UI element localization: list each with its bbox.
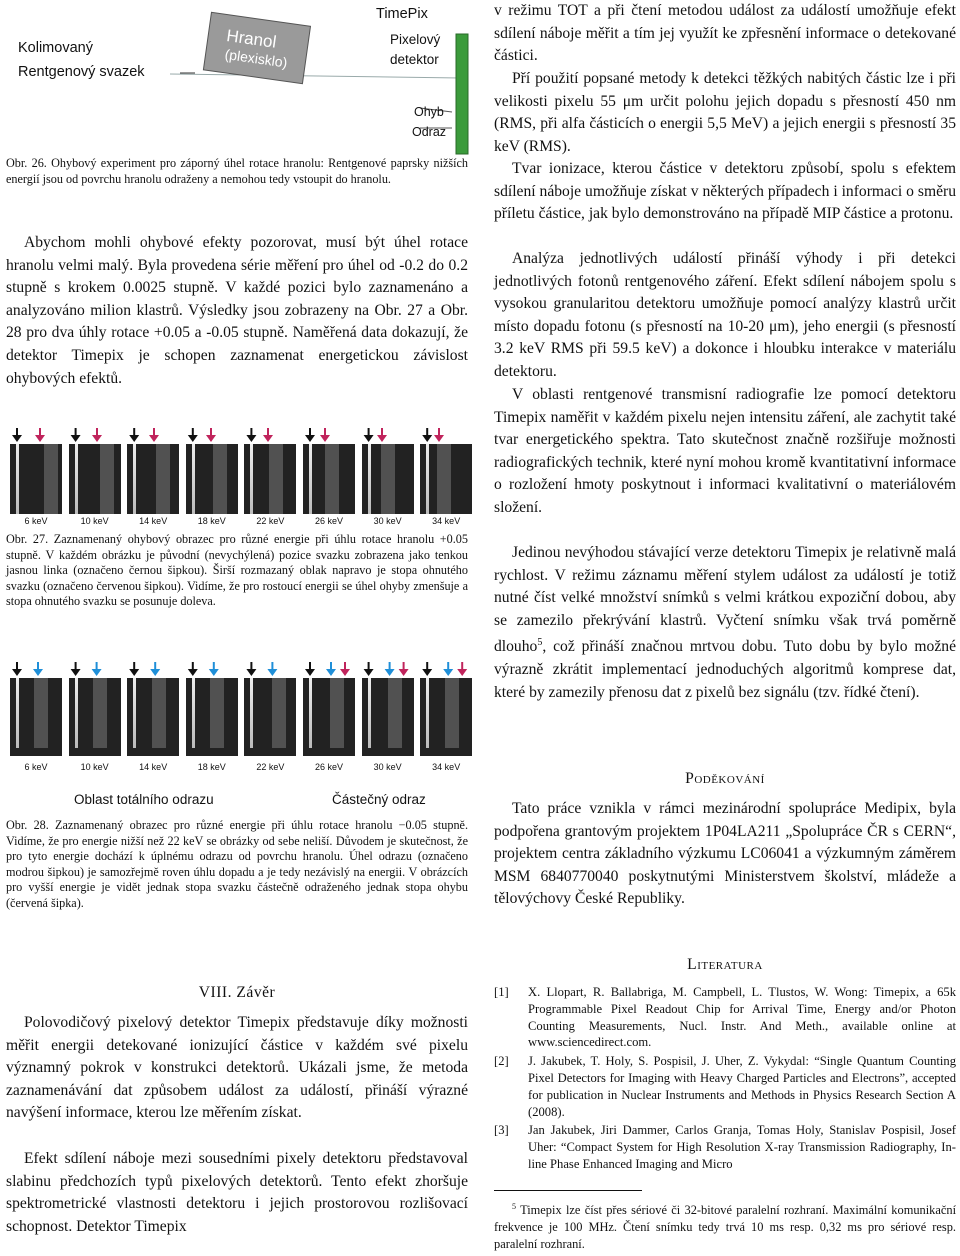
detector-image-panel [69,444,121,514]
label-detector-title: TimePix [376,6,428,22]
diffraction-haze [381,444,395,514]
label-source-line1: Kolimovaný [18,40,93,56]
detector-image-panel [420,678,472,756]
beam-line [192,444,195,514]
red-arrow [149,428,159,442]
acknowledgement-title: Poděkování [685,770,765,787]
figure-27-arrows [10,426,468,444]
right-paragraph-1: v režimu TOT a při čtení metodou událost za událostí umožňuje efekt sdílení náboje měřit a tím jej využít ke zpřesnění informace o detekované částici. [494,2,956,65]
diffraction-haze [156,444,170,514]
blue-arrow [267,662,277,676]
figure-27-caption: Obr. 27. Zaznamenaný ohybový obrazec pro různé energie při úhlu rotace hranolu +0.05 stupně. V každém obrázku je původní (nevychýlená) pozice svazku zobrazena jako tenkou jasnou linka (označeno černou šipkou). Širší rozmazaný oblak napravo je stopa ohnutého svazku (označeno červenou šipkou). Vidíme, že pro rostoucí energii se úhel ohyby zmenšuje a stopa ohnutého svazku se posunuje doleva. [6,532,468,609]
red-arrow [35,428,45,442]
black-arrow [129,428,139,442]
reference-item [494,1053,956,1120]
reference-number: [1] [494,985,509,999]
energy-label: 22 keV [256,516,285,526]
black-arrow [422,428,432,442]
figure-27 [10,426,468,526]
label-detector-line2: detektor [390,52,439,67]
reference-item [494,1122,956,1172]
energy-label: 30 keV [373,516,402,526]
right-paragraph-2: Pří použití popsané metody k detekci těžkých nabitých částic lze i při velikosti pixelu 55 μm určit polohu jejich dopadu s přesností 450 nm (RMS, při alfa částicích o energii 5,5 MeV) a jejich energii s přesností 35 keV (RMS). [494,70,956,155]
beam-line [75,444,78,514]
reference-number: [3] [494,1123,509,1138]
black-arrow [12,662,22,676]
figure-26-diagram [0,0,470,156]
beam-line [309,444,312,514]
red-arrow [206,428,216,442]
diffraction-haze [100,444,114,514]
detector-image-panel [186,678,238,756]
detector-image-panel [69,678,121,756]
label-crystal-line2: (plexisklo) [223,46,289,71]
diffraction-haze [93,678,107,748]
reference-item [494,984,956,1051]
region-partial-label: Částečný odraz [332,792,426,807]
footnote-number: 5 [512,1202,516,1211]
reference-text: Jan Jakubek, Jiri Dammer, Carlos Granja, Tomas Holy, Stanislav Pospisil, Josef Uher: “Compact System for High Resolution X-ray Transmission Radiography, In-line Phase Enhanced Imaging and Micro [528,1123,956,1171]
footnote-rule [494,1190,642,1191]
detector-image-panel [127,678,179,756]
red-arrow [340,662,350,676]
diffraction-haze [445,678,459,748]
reference-list [494,984,956,1175]
label-reflection: Odraz [412,125,447,139]
reference-number: [2] [494,1054,509,1069]
detector-image-panel [10,678,62,756]
beam-line [16,678,19,748]
left-paragraph-1: Abychom mohli ohybové efekty pozorovat, musí být úhel rotace hranolu velmi malý. Byla provedena série měření pro úhel od -0.2 do 0.2 stupně s krokem 0.0025 stupně. V každé pozici bylo zaznamenáno a analyzováno milion klastrů. Výsledky jsou zobrazeny na Obr. 27 a Obr. 28 pro dva úhly rotace +0.05 a -0.05 stupně. Naměřená data dokazují, že detektor Timepix je schopen zaznamenat energetickou závislost ohybových efektů. [6,234,468,387]
acknowledgement-text: Tato práce vznikla v rámci mezinárodní spolupráce Medipix, byla podpořena grantovým projektem 1P04LA211 „Spolupráce ČR s CERN“, projektem centra základního výzkumu LC06041 a výzkumným záměrem MSM 6840770040 poskytnutými Ministerstvem školství, mládeže a tělovýchovy České Republiky. [494,800,956,908]
section-8-title: VIII. Závěr [198,984,276,1001]
energy-label: 10 keV [80,762,109,772]
beam-line [250,678,253,748]
energy-label: 6 keV [24,516,48,526]
energy-label: 18 keV [197,762,226,772]
beam-line [426,678,429,748]
figure-28-arrows [10,660,468,678]
energy-label: 18 keV [197,516,226,526]
energy-label: 26 keV [314,762,344,772]
right-paragraph-6-part1: Jedinou nevýhodou stávající verze detektoru Timepix je relativně malá rychlost. V režimu záznamu měření stylem událost za událostí je totiž nutné číst velké množství snímků s velmi krátkou expoziční dobou, aby se zamezilo překrývání klastrů. Vyčtení snímku však trvá poměrně dlouho [494,544,956,656]
beam-line [75,678,78,748]
conclusion-paragraph-2: Efekt sdílení náboje mezi sousedními pixely detektoru představoval slabinu předchozích typů pixelových detektorů. Tento efekt zhoršuje spektrometrické vlastnosti detektoru i jejich prostorovou rozlišovací schopnost. Detektor Timepix [6,1150,468,1235]
black-arrow [12,428,22,442]
diffraction-haze [213,444,227,514]
blue-arrow [92,662,102,676]
energy-label: 34 keV [432,762,461,772]
black-arrow [305,662,315,676]
energy-label: 30 keV [373,762,402,772]
energy-label: 14 keV [139,516,168,526]
beam-line [368,678,371,748]
beam-line [426,444,429,514]
beam-line [133,678,136,748]
black-arrow [71,428,81,442]
detector-image-panel [362,444,414,514]
reference-text: J. Jakubek, T. Holy, S. Pospisil, J. Uher, Z. Vykydal: “Single Quantum Counting Pixel Detectors for Imaging with Heavy Charged Particles and Electrons”, accepted for publication in Nuclear Instruments and Methods in Physics Research Section A (2008). [528,1054,956,1119]
red-arrow [320,428,330,442]
black-arrow [188,428,198,442]
beam-line [250,444,253,514]
beam-line [16,444,19,514]
beam-line [133,444,136,514]
black-arrow [188,662,198,676]
detector-image-panel [10,444,62,514]
red-arrow [434,428,444,442]
black-arrow [364,428,374,442]
beam-line [309,678,312,748]
diffraction-haze [272,678,286,748]
black-arrow [129,662,139,676]
detector-image-panel [186,444,238,514]
black-arrow [246,662,256,676]
energy-label: 22 keV [256,762,285,772]
black-arrow [422,662,432,676]
diffraction-haze [437,444,451,514]
label-crystal-line1: Hranol [225,26,278,52]
figure-28-panels [10,678,468,748]
diffraction-haze [44,444,58,514]
blue-arrow [385,662,395,676]
figure-27-panels [10,444,468,514]
footnote [494,1198,956,1253]
energy-label: 6 keV [24,762,48,772]
region-total-label: Oblast totálního odrazu [74,792,214,807]
blue-arrow [326,662,336,676]
literature-heading [494,956,956,974]
footnote-text: Timepix lze číst přes sériové či 32-bitové paralelní rozhraní. Maximální komunikační frekvence je 100 MHz. Čtení snímku tedy trvá 10 ms resp. 0,32 ms pro sériové resp. paralelní rozhraní. [494,1203,957,1252]
energy-label: 26 keV [314,516,344,526]
detector-image-panel [244,444,296,514]
literature-title: Literatura [687,956,763,973]
right-paragraph-5: V oblasti rentgenové transmisní radiografie lze pomocí detektoru Timepix naměřit v každém pixelu nejen intensitu záření, ale zachytit také tvar energetického spektra. Tato skutečnost značně rozšiřuje možnosti radiografických technik, které nyní mohou kromě kvantitativní informace o rozložení hmoty poskytnout i informaci kvalitativní o materiálovém složení. [494,386,956,516]
black-arrow [305,428,315,442]
footnote-marker: 5 [537,637,543,649]
figure-26-caption: Obr. 26. Ohybový experiment pro záporný úhel rotace hranolu: Rentgenové paprsky nižších energií jsou od povrchu hranolu odraženy a nemohou tedy vstoupit do hranolu. [6,156,468,186]
beam-line [368,444,371,514]
black-arrow [71,662,81,676]
energy-label: 14 keV [139,762,168,772]
right-paragraph-6 [494,542,956,704]
section-8-heading [6,984,468,1002]
diffraction-haze [34,678,48,748]
red-arrow [457,662,467,676]
detector-image-panel [244,678,296,756]
right-paragraph-3: Tvar ionizace, kterou částice v detektoru způsobí, spolu s efektem sdílení náboje umožňuje získat v některých případech i informaci o směru příletu částice, jak bylo demonstrováno na případě MIP částice a protonu. [494,160,956,223]
red-arrow [92,428,102,442]
figure-28-caption: Obr. 28. Zaznamenaný obrazec pro různé energie při úhlu rotace hranolu −0.05 stupně. Vidíme, že pro energie nižší než 22 keV se obrázky od sebe neliší. Důvodem je skutečnost, že pro tyto energie dochází k úplnému odrazu od povrchu hranolu. Úhel odrazu (označeno modrou šipkou) je samozřejmě roven úhlu dopadu a je tedy nezávislý na energii. V obrázcích pro vyšší energie je vidět jednak stopa svazku částečně odraženého jednak stopa ohybu (červená šipka). [6,818,468,910]
energy-label: 10 keV [80,516,109,526]
conclusion-paragraph-1: Polovodičový pixelový detektor Timepix představuje díky možnosti měřit energii detekované ionizující částice v každém své pixelu významný pokrok v konstrukci detektorů. Ukázali jsme, že metoda zaznamenávání dat způsobem událost za událostí, přináší výrazné navýšení informace, kterou lze měřením získat. [6,1014,468,1122]
diffraction-haze [210,678,224,748]
blue-arrow [443,662,453,676]
energy-label: 34 keV [432,516,461,526]
black-arrow [364,662,374,676]
blue-arrow [33,662,43,676]
red-arrow [377,428,387,442]
detector-image-panel [127,444,179,514]
blue-arrow [150,662,160,676]
right-paragraph-4: Analýza jednotlivých událostí přináší výhody i při detekci jednotlivých fotonů rentgenového záření. Efekt sdílení nábojem spolu s vysokou granularitou detektoru umožňuje pomocí analýzy klastrů určit místo dopadu fotonu (s přesností na 10-20 μm), jeho energii (s přesností 3.2 keV RMS při 59.5 keV) a dokonce i hloubku interakce v materiálu detektoru. [494,250,956,380]
beam-line [192,678,195,748]
label-detector-line1: Pixelový [390,32,441,47]
figure-28 [10,660,468,807]
diffraction-haze [330,678,344,748]
label-bend: Ohyb [414,105,444,119]
right-paragraph-6-part2: , což přináší značnou mrtvou dobu. Tuto dobu by bylo možné výrazně zkrátit implementací jednoduchých algoritmů komprese dat, které by zamezily přenosu dat z pixelů bez signálu (tzv. řídké čtení). [494,638,956,701]
reference-text: X. Llopart, R. Ballabriga, M. Campbell, L. Tlustos, W. Wong: Timepix, a 65k Programmable Pixel Readout Chip for Arrival Time, Energy and/or Photon Counting Measurements, Nucl. Instr. And Meth., available online at www.sciencedirect.com. [528,985,956,1050]
red-arrow [263,428,273,442]
detector-image-panel [303,678,355,756]
diffraction-haze [325,444,339,514]
acknowledgement-heading [494,770,956,788]
diffraction-haze [388,678,402,748]
detector-image-panel [303,444,355,514]
red-arrow [399,662,409,676]
black-arrow [246,428,256,442]
diffraction-haze [152,678,166,748]
blue-arrow [209,662,219,676]
label-source-line2: Rentgenový svazek [18,64,145,80]
detector-image-panel [420,444,472,514]
diffraction-haze [269,444,283,514]
detector-image-panel [362,678,414,756]
